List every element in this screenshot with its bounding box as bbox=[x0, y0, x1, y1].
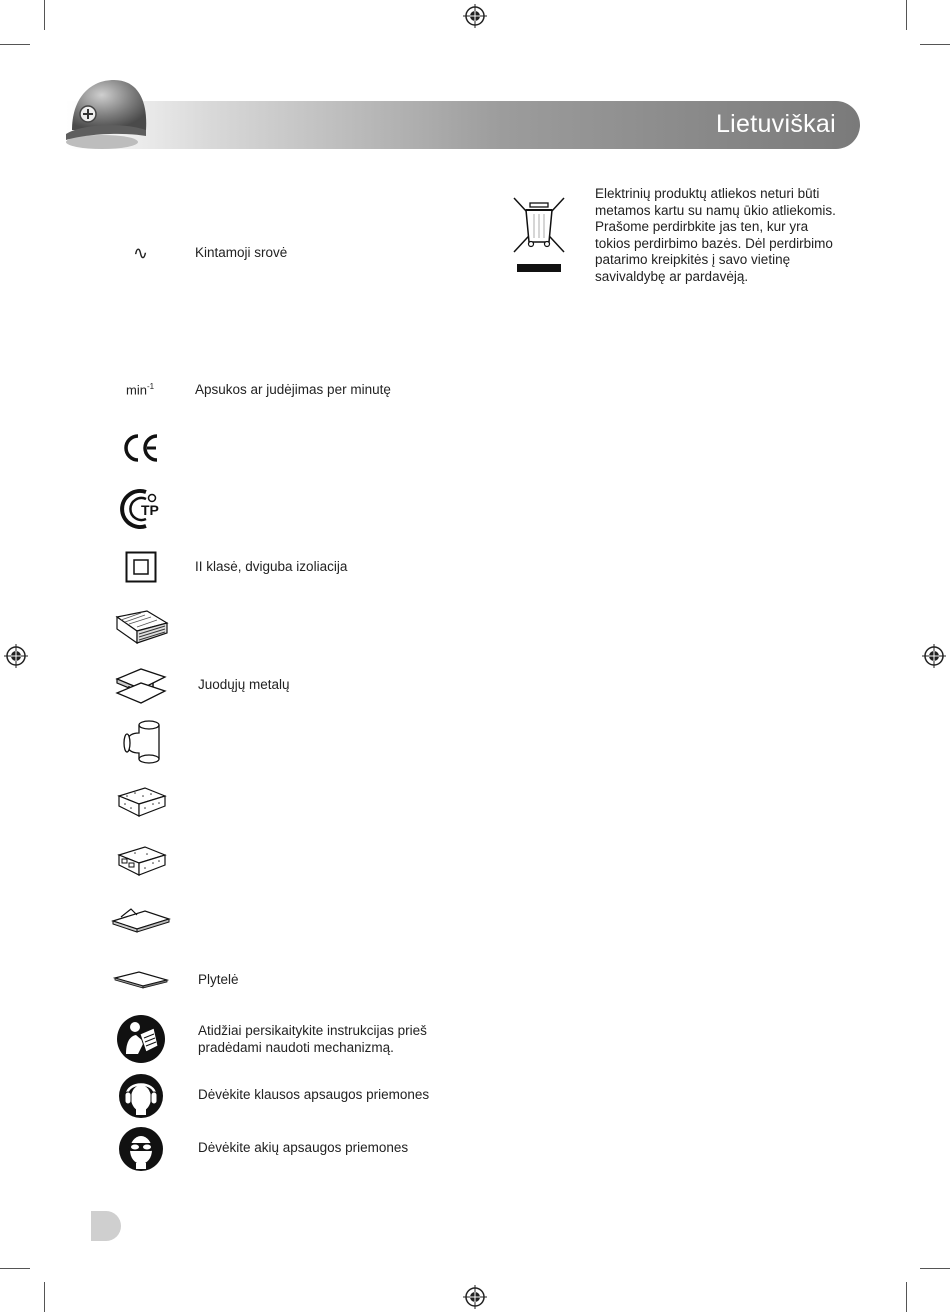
weee-text-line2: metamos kartu su namų ūkio atliekomis. bbox=[595, 203, 836, 218]
svg-text:TP: TP bbox=[141, 502, 159, 518]
symbol-label-tile: Plytelė bbox=[198, 972, 239, 987]
class-ii-insulation-icon bbox=[125, 551, 157, 583]
plastic-pipe-icon bbox=[121, 719, 163, 765]
symbol-label-ferrous-metal: Juodųjų metalų bbox=[198, 677, 290, 692]
rpm-icon bbox=[126, 382, 154, 397]
brick-icon bbox=[115, 786, 167, 820]
crop-mark-bottom-left-h bbox=[0, 1268, 30, 1269]
page-title: Lietuviškai bbox=[715, 110, 836, 138]
crop-mark-top-right-v bbox=[906, 0, 907, 30]
crop-mark-top-right-h bbox=[920, 44, 950, 45]
symbol-label-eye-protection: Dėvėkite akių apsaugos priemones bbox=[198, 1140, 409, 1155]
rpm-glyph: min bbox=[126, 382, 147, 398]
section-banner bbox=[66, 101, 860, 149]
crossed-bin-icon bbox=[512, 196, 566, 274]
hard-hat-icon bbox=[62, 72, 158, 152]
registration-mark-icon bbox=[463, 4, 487, 28]
eye-protection-icon bbox=[118, 1126, 164, 1172]
weee-text-line4: tokios perdirbimo bazės. Dėl perdirbimo bbox=[595, 236, 833, 251]
hollow-brick-icon bbox=[115, 845, 167, 879]
eac-tp-mark-icon bbox=[116, 487, 168, 531]
ear-protection-icon bbox=[118, 1073, 164, 1119]
symbol-label-class-ii: II klasė, dviguba izoliacija bbox=[195, 559, 348, 574]
weee-text-line6: savivaldybę ar pardavėją. bbox=[595, 269, 749, 284]
symbol-label-rpm: Apsukos ar judėjimas per minutę bbox=[195, 382, 391, 397]
registration-mark-icon bbox=[922, 644, 946, 668]
symbol-label-read-manual-line2: pradėdami naudoti mechanizmą. bbox=[198, 1040, 394, 1055]
symbol-label-read-manual-line1: Atidžiai persikaitykite instrukcijas prieš bbox=[198, 1023, 427, 1038]
crop-mark-top-left-h bbox=[0, 44, 30, 45]
weee-text-line3: Prašome perdirbkite jas ten, kur yra bbox=[595, 219, 809, 234]
ferrous-metal-icon bbox=[113, 667, 169, 705]
page-number-tab bbox=[91, 1211, 121, 1241]
crop-mark-top-left-v bbox=[44, 0, 45, 30]
weee-text-line1: Elektrinių produktų atliekos neturi būti bbox=[595, 186, 820, 201]
rpm-exponent: -1 bbox=[146, 382, 155, 391]
crop-mark-bottom-right-h bbox=[920, 1268, 950, 1269]
ce-mark-icon bbox=[121, 433, 161, 463]
crop-mark-bottom-left-v bbox=[44, 1282, 45, 1312]
crop-mark-bottom-right-v bbox=[906, 1282, 907, 1312]
symbol-label-ac: Kintamoji srovė bbox=[195, 245, 288, 260]
wood-material-icon bbox=[113, 609, 169, 645]
registration-mark-icon bbox=[463, 1285, 487, 1309]
plasterboard-icon bbox=[111, 905, 171, 933]
tile-icon bbox=[113, 970, 169, 990]
registration-mark-icon bbox=[4, 644, 28, 668]
symbol-label-ear-protection: Dėvėkite klausos apsaugos priemones bbox=[198, 1087, 430, 1102]
read-manual-icon bbox=[116, 1014, 166, 1064]
alternating-current-icon: ∿ bbox=[133, 243, 149, 263]
weee-text-line5: patarimo kreipkitės į savo vietinę bbox=[595, 252, 791, 267]
